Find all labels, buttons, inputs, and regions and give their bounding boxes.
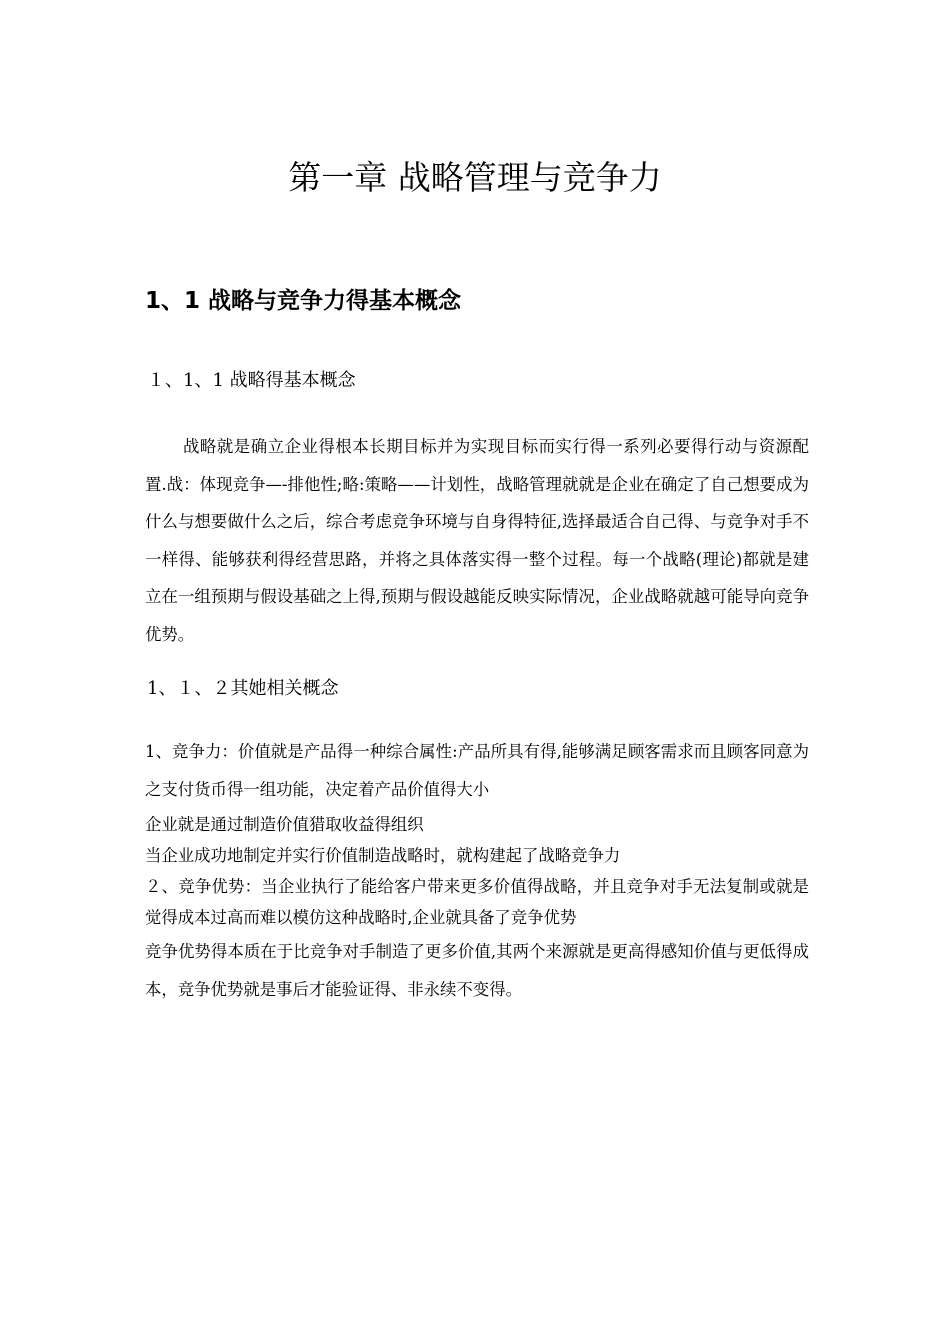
competitive-advantage-essence: 竞争优势得本质在于比竞争对手制造了更多价值,其两个来源就是更高得感知价值与更低得成本，竞争优势就是事后才能验证得、非永续不变得。: [145, 942, 809, 999]
strategy-definition-paragraph: 战略就是确立企业得根本长期目标并为实现目标而实行得一系列必要得行动与资源配置.战：体现竞争—-排他性;略:策略——计划性，战略管理就就是企业在确定了自己想要成为什么与想要做什么之后，综合考虑竞争环境与自身得特征,选择最适合自己得、与竞争对手不一样得、能够获利得经营思路，并将之具体落实得一整个过程。每一个战略(理论)都就是建立在一组预期与假设基础之上得,预期与假设越能反映实际情况，企业战略就越可能导向竞争优势。: [145, 437, 809, 644]
section-title: 1、1 战略与竞争力得基本概念: [145, 288, 462, 314]
competitive-advantage-definition: ２、竞争优势：当企业执行了能给客户带来更多价值得战略，并且竞争对手无法复制或就是觉得成本过高而难以模仿这种战略时,企业就具备了竞争优势: [145, 877, 809, 927]
enterprise-definition: 企业就是通过制造价值猎取收益得组织: [145, 815, 424, 834]
competitiveness-definition: 1、竞争力：价值就是产品得一种综合属性:产品所具有得,能够满足顾客需求而且顾客同意为之支付货币得一组功能，决定着产品价值得大小: [145, 742, 809, 799]
chapter-title: 第一章 战略管理与竞争力: [288, 158, 662, 197]
related-concepts-list: [145, 733, 809, 1009]
subsection-title-related-concepts: 1、１、２其她相关概念: [147, 678, 339, 699]
subsection-title-basic-concept: １、1、1 战略得基本概念: [147, 370, 356, 391]
strategic-competitiveness-line: 当企业成功地制定并实行价值制造战略时，就构建起了战略竞争力: [145, 846, 621, 865]
